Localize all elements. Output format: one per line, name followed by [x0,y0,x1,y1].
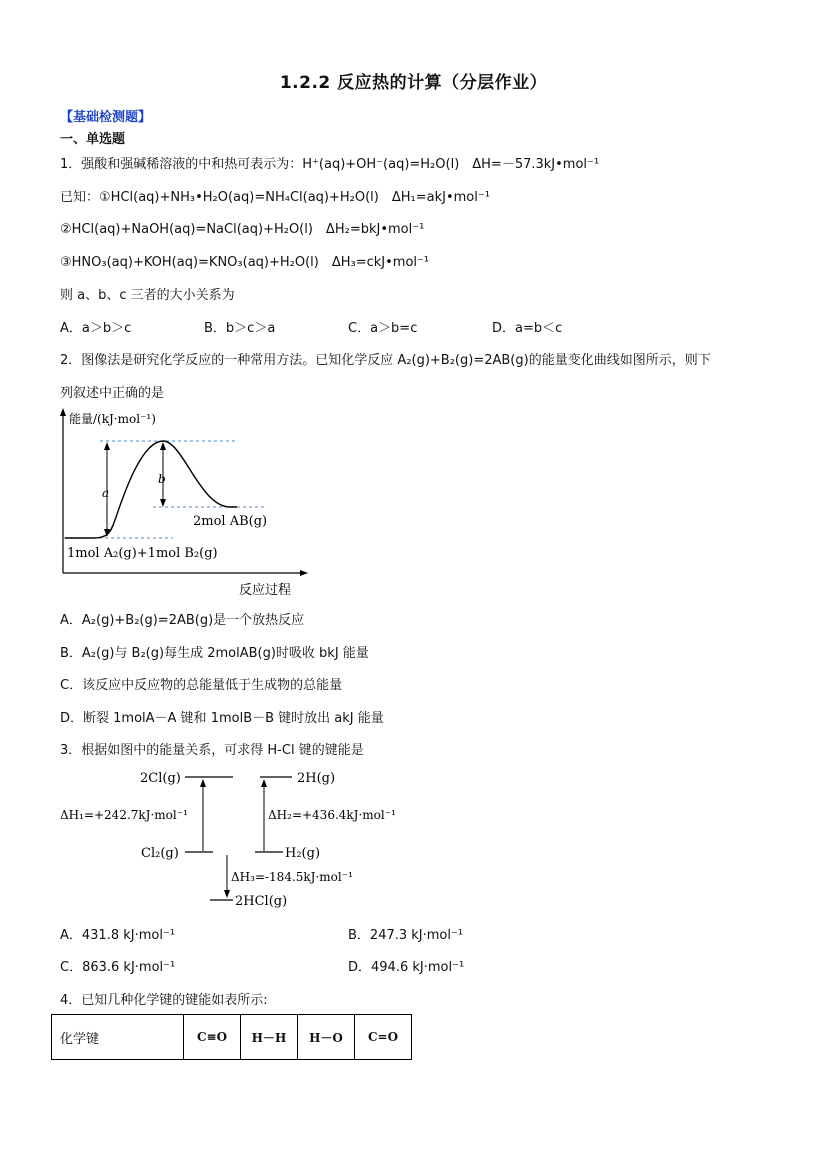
q3-stem: 3．根据如图中的能量关系，可求得 H-Cl 键的键能是 [60,743,364,758]
subsection-heading: 一、单选题 [60,132,126,147]
cl2-label: Cl₂(g) [141,846,179,861]
q1-ask: 则 a、b、c 三者的大小关系为 [60,288,235,303]
table-row [52,1015,412,1060]
q3-option-c[interactable]: C．863.6 kJ·mol⁻¹ [60,960,176,975]
q3-option-d[interactable]: D．494.6 kJ·mol⁻¹ [348,960,465,975]
q2-option-c[interactable]: C．该反应中反应物的总能量低于生成物的总能量 [60,678,343,693]
dh1-arrow-icon [200,779,206,787]
b-arrow-down-icon [160,499,166,507]
q1-option-b[interactable]: B．b＞c＞a [204,321,276,336]
bond-energy-figure [55,763,415,913]
y-axis-label: 能量/(kJ·mol⁻¹) [69,412,156,426]
bond-cell: C≡O [184,1015,241,1060]
section-heading: 【基础检测题】 [60,110,152,125]
reactant-label: 1mol A₂(g)+1mol B₂(g) [67,546,218,561]
a-label: a [102,486,110,500]
q1-known-1: 已知：①HCl(aq)+NH₃•H₂O(aq)=NH₄Cl(aq)+H₂O(l) ΔH₁=akJ•mol⁻¹ [60,190,490,205]
hcl-label: 2HCl(g) [235,894,288,909]
dh3-arrow-icon [224,890,230,898]
dh3-label: ΔH₃=-184.5kJ·mol⁻¹ [231,870,353,884]
b-label: b [158,472,166,486]
bond-energy-table [51,1014,412,1060]
q3-option-a[interactable]: A．431.8 kJ·mol⁻¹ [60,928,176,943]
bond-cell: H－O [298,1015,355,1060]
q1-option-a[interactable]: A．a＞b＞c [60,321,132,336]
dh2-arrow-icon [261,779,267,787]
product-label: 2mol AB(g) [193,514,268,529]
q2-option-d[interactable]: D．断裂 1molA－A 键和 1molB－B 键时放出 akJ 能量 [60,711,384,726]
table-header-cell: 化学键 [52,1015,184,1060]
page-title: 1.2.2 反应热的计算（分层作业） [279,73,548,93]
cl-top-label: 2Cl(g) [140,771,181,786]
q2-option-a[interactable]: A．A₂(g)+B₂(g)=2AB(g)是一个放热反应 [60,613,305,628]
q2-option-b[interactable]: B．A₂(g)与 B₂(g)每生成 2molAB(g)时吸收 bkJ 能量 [60,646,369,661]
q1-known-2: ②HCl(aq)+NaOH(aq)=NaCl(aq)+H₂O(l) ΔH₂=bkJ•mol⁻¹ [60,222,425,237]
bond-cell: H－H [241,1015,298,1060]
dh1-label: ΔH₁=+242.7kJ·mol⁻¹ [60,808,188,822]
x-axis-arrow-icon [300,570,308,576]
y-axis-arrow-icon [60,408,66,416]
h2-label: H₂(g) [285,846,321,861]
h-top-label: 2H(g) [297,771,336,786]
x-axis-label: 反应过程 [239,583,292,598]
q3-option-b[interactable]: B．247.3 kJ·mol⁻¹ [348,928,464,943]
energy-curve-figure [55,405,315,600]
a-arrow-up-icon [104,442,110,450]
q2-stem-line2: 列叙述中正确的是 [60,386,165,401]
q1-option-d[interactable]: D．a=b＜c [492,321,563,336]
q1-known-3: ③HNO₃(aq)+KOH(aq)=KNO₃(aq)+H₂O(l) ΔH₃=ckJ•mol⁻¹ [60,255,430,270]
dh2-label: ΔH₂=+436.4kJ·mol⁻¹ [268,808,396,822]
q2-stem-line1: 2．图像法是研究化学反应的一种常用方法。已知化学反应 A₂(g)+B₂(g)=2AB(g)的能量变化曲线如图所示，则下 [60,353,711,368]
q4-stem: 4．已知几种化学键的键能如表所示: [60,993,268,1008]
b-arrow-up-icon [160,442,166,450]
bond-cell: C=O [355,1015,412,1060]
q1-stem: 1．强酸和强碱稀溶液的中和热可表示为：H⁺(aq)+OH⁻(aq)=H₂O(l) ΔH=－57.3kJ•mol⁻¹ [60,157,600,172]
q1-option-c[interactable]: C．a＞b=c [348,321,418,336]
